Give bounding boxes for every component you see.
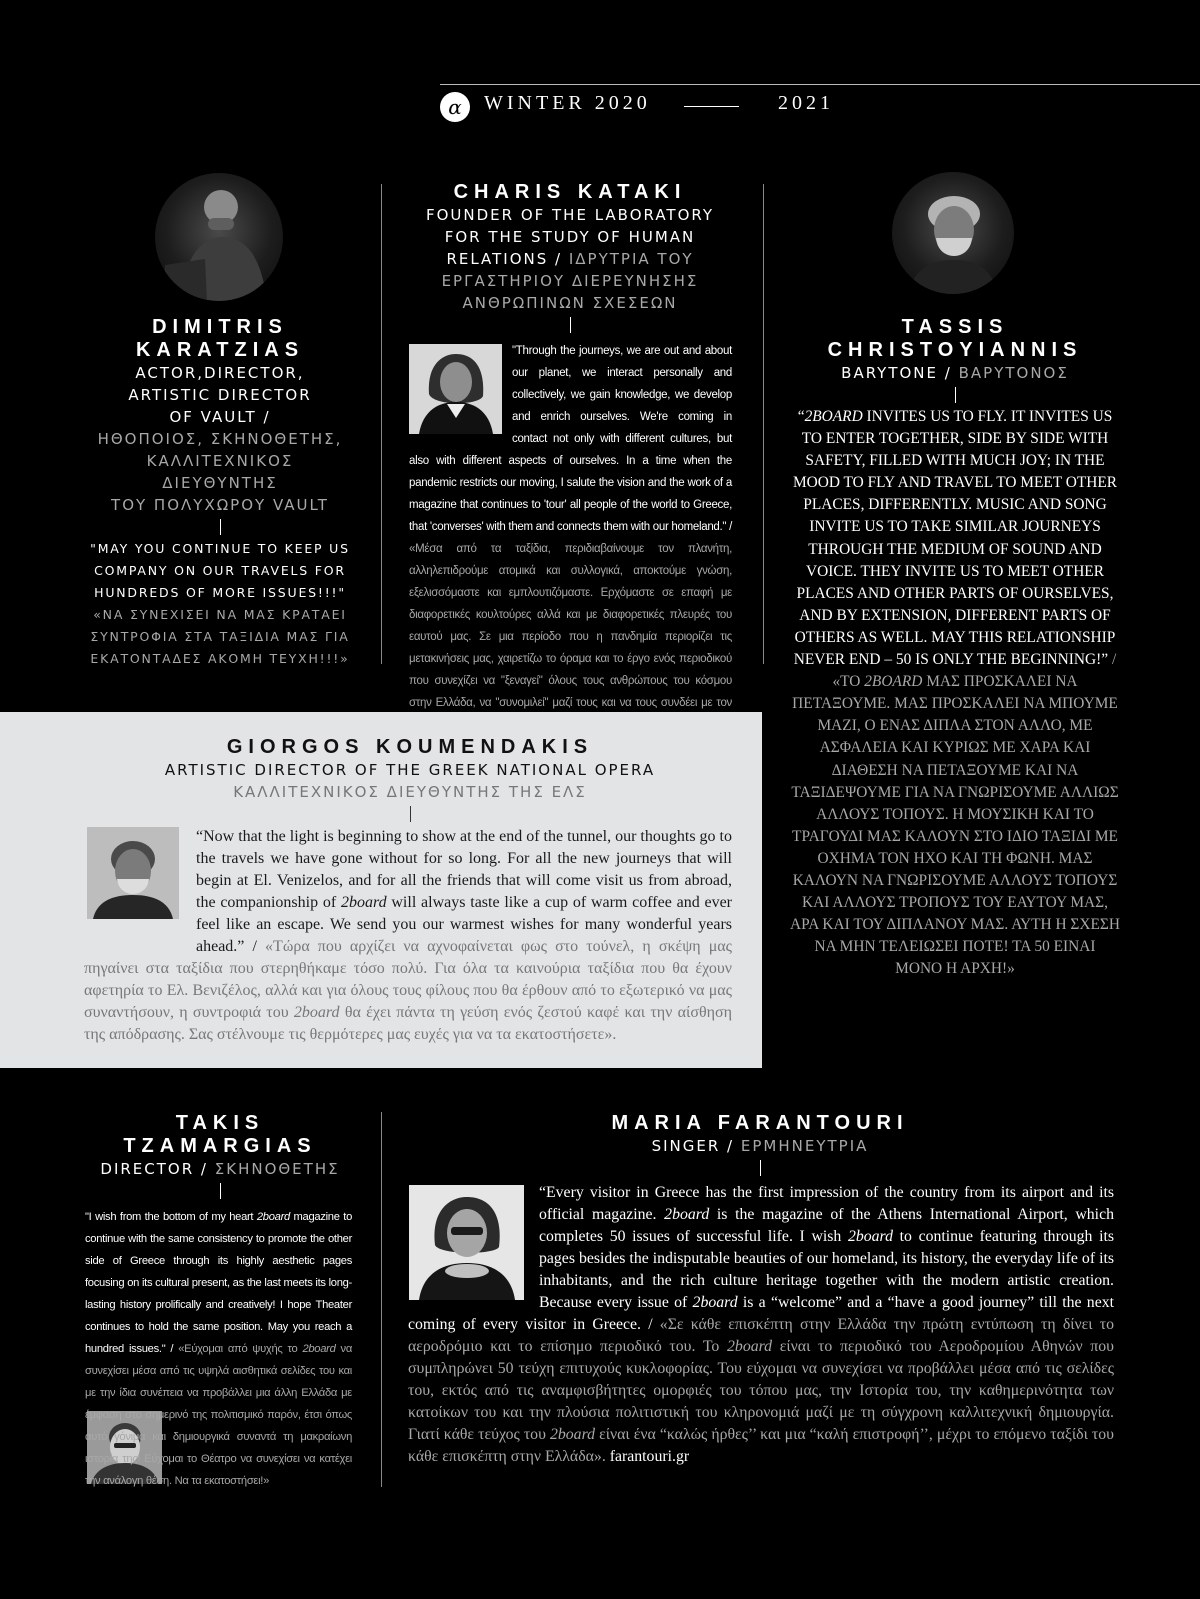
quote-koumendakis [84,826,732,1046]
quote-en: "Through the journeys, we are out and about our planet, we interact personally and collectively, we gain knowledge, we develop and enrich ourselves. We're coming in contact not only with different cultures, but also with different aspects of ourselves. In a time when the pandemic restricts our moving, I salute the vision and the work of a magazine that continues to 'tour' all people of the world to Greece, that 'converses' with them and connects them with our homeland." / [409,345,732,533]
separator-bar [410,806,411,822]
portrait-christoyiannis [892,172,1014,294]
quote-en: “Every visitor in Greece has the first impression of the country from its airport and its official magazine. 2board is the magazine of the Athens International Airport, which completes 50 issues of successful life. I wish 2board to continue featuring through its pages besides the indisputable beauties of our homeland, its history, the everyday life of its inhabitants, and the rich culture heritage together with the modern artistic creation. Because every issue of 2board is a “welcome” and a “have a good journey” till the next coming of every visitor in Greece. / [408,1184,1114,1333]
magazine-title: 2BOARD [804,408,863,425]
quote-en: HUNDREDS OF MORE ISSUES!!!" [94,585,346,600]
role-en: DIRECTOR / [100,1160,208,1178]
quote-gr: / «ΤΟ 2BOARD ΜΑΣ ΠΡΟΣΚΑΛΕΙ ΝΑ ΠΕΤΑΞΟΥΜΕ. ΜΑΣ ΠΡΟΣΚΑΛΕΙ ΝΑ ΜΠΟΥΜΕ ΜΑΖΙ, Ο ΕΝΑΣ ΔΙΠΛΑ ΣΤΟΝ ΑΛΛΟ, ΜΕ ΑΣΦΑΛΕΙΑ ΚΑΙ ΚΥΡΙΩΣ ΜΕ ΧΑΡΑ ΚΑΙ ΔΙΑΘΕΣΗ ΝΑ ΠΕΤΑΞΟΥΜΕ ΚΑΙ ΝΑ ΤΑΞΙΔΕΨΟΥΜΕ ΓΙΑ ΝΑ ΓΝΩΡΙΣΟΥΜΕ ΑΛΛΙΩΣ ΑΛΛΟΥΣ ΤΟΠΟΥΣ. Η ΜΟΥΣΙΚΗ ΚΑΙ ΤΟ ΤΡΑΓΟΥΔΙ ΜΑΣ ΚΑΛΟΥΝ ΣΤΟ ΙΔΙΟ ΤΑΞΙΔΙ ΜΕ ΟΧΗΜΑ ΤΟΝ ΗΧΟ ΚΑΙ ΤΗ ΦΩΝΗ. ΜΑΣ ΚΑΛΟΥΝ ΝΑ ΓΝΩΡΙΣΟΥΜΕ ΑΛΛΟΥΣ ΤΟΠΟΥΣ ΚΑΙ ΑΛΛΟΥΣ ΤΡΟΠΟΥΣ ΤΟΥ ΕΑΥΤΟΥ ΜΑΣ, ΑΡΑ ΚΑΙ ΤΟΥ ΔΙΠΛΑΝΟΥ ΜΑΣ. ΑΥΤΗ Η ΣΧΕΣΗ ΝΑ ΜΗΝ ΤΕΛΕΙΩΣΕΙ ΠΟΤΕ! ΤΑ 50 ΕΙΝΑΙ ΜΟΝΟ Η ΑΡΧΗ!» [790,651,1120,978]
role-en: SINGER / [651,1137,735,1155]
role-gr: ΚΑΛΛΙΤΕΧΝΙΚΟΣ [146,452,294,470]
role-gr: ΕΡΜΗΝΕΥΤΡΙΑ [740,1137,869,1155]
role-line [400,1135,1120,1157]
role-en: ACTOR,DIRECTOR, [135,364,305,382]
role-gr: ΗΘΟΠΟΙΟΣ, ΣΚΗΝΟΘΕΤΗΣ, [97,430,343,448]
quote-en: "MAY YOU CONTINUE TO KEEP US [90,541,350,556]
profile-karatzias [60,316,380,670]
role-gr: ΒΑΡΥΤΟΝΟΣ [958,364,1069,382]
person-name: MARIA FARANTOURI [611,1112,909,1134]
quote-gr: «Σε κάθε επισκέπτη στην Ελλάδα την πρώτη εντύπωση τη δίνει το αεροδρόμιο και το επίσημο περιοδικό του. Το 2board είναι το περιοδικό του Αεροδρομίου Αθηνών που συμπληρώνει 50 τεύχη επιτυχούς κυκλοφορίας. Του εύχομαι να συνεχίσει να προβάλλει μέσα από τις σελίδες του, εκτός από τις αναμφισβήτητες ομορφιές του τόπου μας, την Ιστορία του, την καθημερινότητα των κατοίκων του και την πλούσια πολιτιστική του κληρονομιά μαζί με τη σύγχρονη καλλιτεχνική δημιουργία. Γιατί κάθε τεύχος του 2board είναι ένα “καλώς ήρθες’’ και μια “καλή επιστροφή’’, μέχρι το επόμενο ταξίδι του κάθε επισκέπτη στην Ελλάδα». [408,1316,1114,1465]
issue-season: WINTER 2020 [484,92,651,114]
person-name: KARATZIAS [135,339,305,361]
role-gr: ΚΑΛΛΙΤΕΧΝΙΚΟΣ ΔΙΕΥΘΥΝΤΗΣ ΤΗΣ ΕΛΣ [233,783,587,801]
separator-bar [955,387,956,403]
role-line [60,1158,380,1180]
role-gr: ΔΙΕΥΘΥΝΤΗΣ [162,474,278,492]
role-en: ARTISTIC DIRECTOR OF THE GREEK NATIONAL OPERA [164,761,656,779]
quote-gr: ΣΥΝΤΡΟΦΙΑ ΣΤΑ ΤΑΞΙΔΙΑ ΜΑΣ ΓΙΑ [90,629,350,644]
role-en: BARYTONE / [841,364,952,382]
website-link[interactable]: farantouri.gr [605,1448,690,1465]
role-en: ARTISTIC DIRECTOR [128,386,312,404]
quote-en: “Now that the light is beginning to show at the end of the tunnel, our thoughts go to the travels we have gone without for so long. For all the new journeys that will begin at El. Venizelos, and for all the friends that will come visit us from abroad, the companionship of 2board will always taste like a cup of warm coffee and ever feel like an escape. We send you our warmest wishes for many wonderful years ahead.” / [196,828,733,955]
quote-en: INVITES US TO FLY. IT INVITES US TO ENTER TOGETHER, SIDE BY SIDE WITH SAFETY, FILLED WITH MUCH JOY; IN THE MOOD TO FLY AND TRAVEL TO MEET OTHER PLACES, DIFFERENTLY. MUSIC AND SONG INVITE US TO TAKE SIMILAR JOURNEYS THROUGH THE MEDIUM OF SOUND AND VOICE. THEY INVITE US TO MEET OTHER PLACES AND OTHER PARTS OF OURSELVES, AND BY EXTENSION, DIFFERENT PARTS OF OTHERS AS WELL. MAY THIS RELATIONSHIP NEVER END – 50 IS ONLY THE BEGINNING!” [792,408,1118,669]
profile-koumendakis [80,736,740,825]
role-line [790,362,1120,384]
magazine-logo: α [440,92,470,122]
quote-gr: «Εύχομαι από ψυχής το 2board να συνεχίσει μέσα από τις υψηλά αισθητικά σελίδες του και με την ίδια συνέπεια να προβάλλει μια άλλη Ελλάδα με έμφαση στο σημερινό της πολιτισμικό παρόν, έτσι όπως αυτό γόνιμα και δημιουργικά συναντά τη μακραίωνη ιστορία της! Εύχομαι το Θέατρο να συνεχίσει να κατέχει την ανάλογη θέση. Να τα εκατοστήσει!» [85,1343,352,1487]
separator-bar [570,317,571,333]
role-en: FOUNDER OF THE LABORATORY [425,206,715,224]
role-gr: ΕΡΓΑΣΤΗΡΙΟΥ ΔΙΕΡΕΥΝΗΣΗΣ [441,272,699,290]
quote-gr: ΕΚΑΤΟΝΤΑΔΕΣ ΑΚΟΜΗ ΤΕΥΧΗ!!!» [90,651,350,666]
quote-christoyiannis: “2BOARD INVITES US TO FLY. IT INVITES US TO ENTER TOGETHER, SIDE BY SIDE WITH SAFETY, FILLED WITH MUCH JOY; IN THE MOOD TO FLY AND TRAVEL TO MEET OTHER PLACES, DIFFERENTLY. MUSIC AND SONG INVITE US TO TAKE SIMILAR JOURNEYS THROUGH THE MEDIUM OF SOUND AND VOICE. THEY INVITE US TO MEET OTHER PLACES AND OTHER PARTS OF OURSELVES, AND BY EXTENSION, DIFFERENT PARTS OF OTHERS AS WELL. MAY THIS RELATIONSHIP NEVER END – 50 IS ONLY THE BEGINNING!” / «ΤΟ 2BOARD ΜΑΣ ΠΡΟΣΚΑΛΕΙ ΝΑ ΠΕΤΑΞΟΥΜΕ. ΜΑΣ ΠΡΟΣΚΑΛΕΙ ΝΑ ΜΠΟΥΜΕ ΜΑΖΙ, Ο ΕΝΑΣ ΔΙΠΛΑ ΣΤΟΝ ΑΛΛΟ, ΜΕ ΑΣΦΑΛΕΙΑ ΚΑΙ ΚΥΡΙΩΣ ΜΕ ΧΑΡΑ ΚΑΙ ΔΙΑΘΕΣΗ ΝΑ ΠΕΤΑΞΟΥΜΕ ΚΑΙ ΝΑ ΤΑΞΙΔΕΨΟΥΜΕ ΓΙΑ ΝΑ ΓΝΩΡΙΣΟΥΜΕ ΑΛΛΙΩΣ ΑΛΛΟΥΣ ΤΟΠΟΥΣ. Η ΜΟΥΣΙΚΗ ΚΑΙ ΤΟ ΤΡΑΓΟΥΔΙ ΜΑΣ ΚΑΛΟΥΝ ΣΤΟ ΙΔΙΟ ΤΑΞΙΔΙ ΜΕ ΟΧΗΜΑ ΤΟΝ ΗΧΟ ΚΑΙ ΤΗ ΦΩΝΗ. ΜΑΣ ΚΑΛΟΥΝ ΝΑ ΓΝΩΡΙΣΟΥΜΕ ΑΛΛΟΥΣ ΤΟΠΟΥΣ ΚΑΙ ΑΛΛΟΥΣ ΤΡΟΠΟΥΣ ΤΟΥ ΕΑΥΤΟΥ ΜΑΣ, ΑΡΑ ΚΑΙ ΤΟΥ ΔΙΠΛΑΝΟΥ ΜΑΣ. ΑΥΤΗ Η ΣΧΕΣΗ ΝΑ ΜΗΝ ΤΕΛΕΙΩΣΕΙ ΠΟΤΕ! ΤΑ 50 ΕΙΝΑΙ ΜΟΝΟ Η ΑΡΧΗ!» [790,408,1120,978]
role-en: RELATIONS / [446,250,563,268]
header-dash [684,106,739,107]
separator-bar [760,1160,761,1176]
separator-bar [220,519,221,535]
person-name: CHARIS KATAKI [453,181,687,203]
profile-farantouri [400,1112,1120,1179]
profile-christoyiannis [790,316,1120,406]
person-name: TZAMARGIAS [123,1135,317,1157]
role-line [395,248,745,270]
quote-kataki [409,340,732,736]
quote-gr: «Μέσα από τα ταξίδια, περιδιαβαίνουμε τον πλανήτη, αλληλεπιδρούμε ατομικά και συλλογικά, αποκτούμε γνώση, εξελισσόμαστε και εμπλουτιζόμαστε. Ερχόμαστε σε επαφή με διαφορετικές κουλτούρες αλλά και με διαφορετικές πλευρές του εαυτού μας. Σε μια περίοδο που η πανδημία περιορίζει τις μετακινήσεις μας, χαιρετίζω το όραμα και το έργο ενός περιοδικού που συνεχίζει να "ξεναγεί" όλους τους ανθρώπους του κόσμου στην Ελλάδα, να "συνομιλεί" μαζί τους και να τους συνδέει με τον [409,543,732,709]
role-gr: ΤΟΥ ΠΟΛΥΧΩΡΟΥ VAULT [111,496,329,514]
role-gr: ΙΔΡΥΤΡΙΑ ΤΟΥ [568,250,694,268]
person-name: GIORGOS KOUMENDAKIS [226,736,594,758]
header-rule [440,84,1200,85]
column-divider [381,1112,382,1487]
quote-gr: «Τώρα που αρχίζει να αχνοφαίνεται φως στο τούνελ, η σκέψη μας πηγαίνει στα ταξίδια που στερηθήκαμε τόσο πολύ. Για όλα τα καινούρια ταξίδια που θα έχουν αφετηρία το Ελ. Βενιζέλος, αλλά και για όλους τους φίλους που θα έρθουν από το εξωτερικό να μας συναντήσουν, η συντροφιά του 2board θα έχει πάντα τη γεύση ενός ζεστού καφέ και την αίσθηση της απόδρασης. Σας στέλνουμε τις θερμότερες μας ευχές για να τα εκατοστήσετε». [84,938,733,1043]
role-en: OF VAULT / [169,408,271,426]
role-gr: ΣΚΗΝΟΘΕΤΗΣ [214,1160,340,1178]
column-divider [381,184,382,664]
person-name: CHRISTOYIANNIS [827,339,1083,361]
profile-kataki [395,181,745,336]
person-name: TAKIS [175,1112,265,1134]
quote-gr: «ΝΑ ΣΥΝΕΧΙΣΕΙ ΝΑ ΜΑΣ ΚΡΑΤΑΕΙ [93,607,347,622]
separator-bar [220,1183,221,1199]
person-name: DIMITRIS [152,316,288,338]
portrait-karatzias [155,173,283,301]
quote-en: "I wish from the bottom of my heart 2board magazine to continue with the same consistency to promote the other side of Greece through its highly aesthetic pages focusing on its cultural present, as the last meets its long-lasting history prolifically and creatively! I hope Theater continues to hold the same position. May you reach a hundred issues." / [85,1211,352,1355]
profile-tzamargias [60,1112,380,1202]
quote-en: COMPANY ON OUR TRAVELS FOR [94,563,346,578]
quote-farantouri [408,1182,1114,1468]
role-gr: ΑΝΘΡΩΠΙΝΩΝ ΣΧΕΣΕΩΝ [462,294,678,312]
person-name: TASSIS [901,316,1009,338]
column-divider [763,184,764,664]
quote-tzamargias [85,1206,352,1492]
issue-year: 2021 [778,92,834,114]
role-en: FOR THE STUDY OF HUMAN [444,228,696,246]
